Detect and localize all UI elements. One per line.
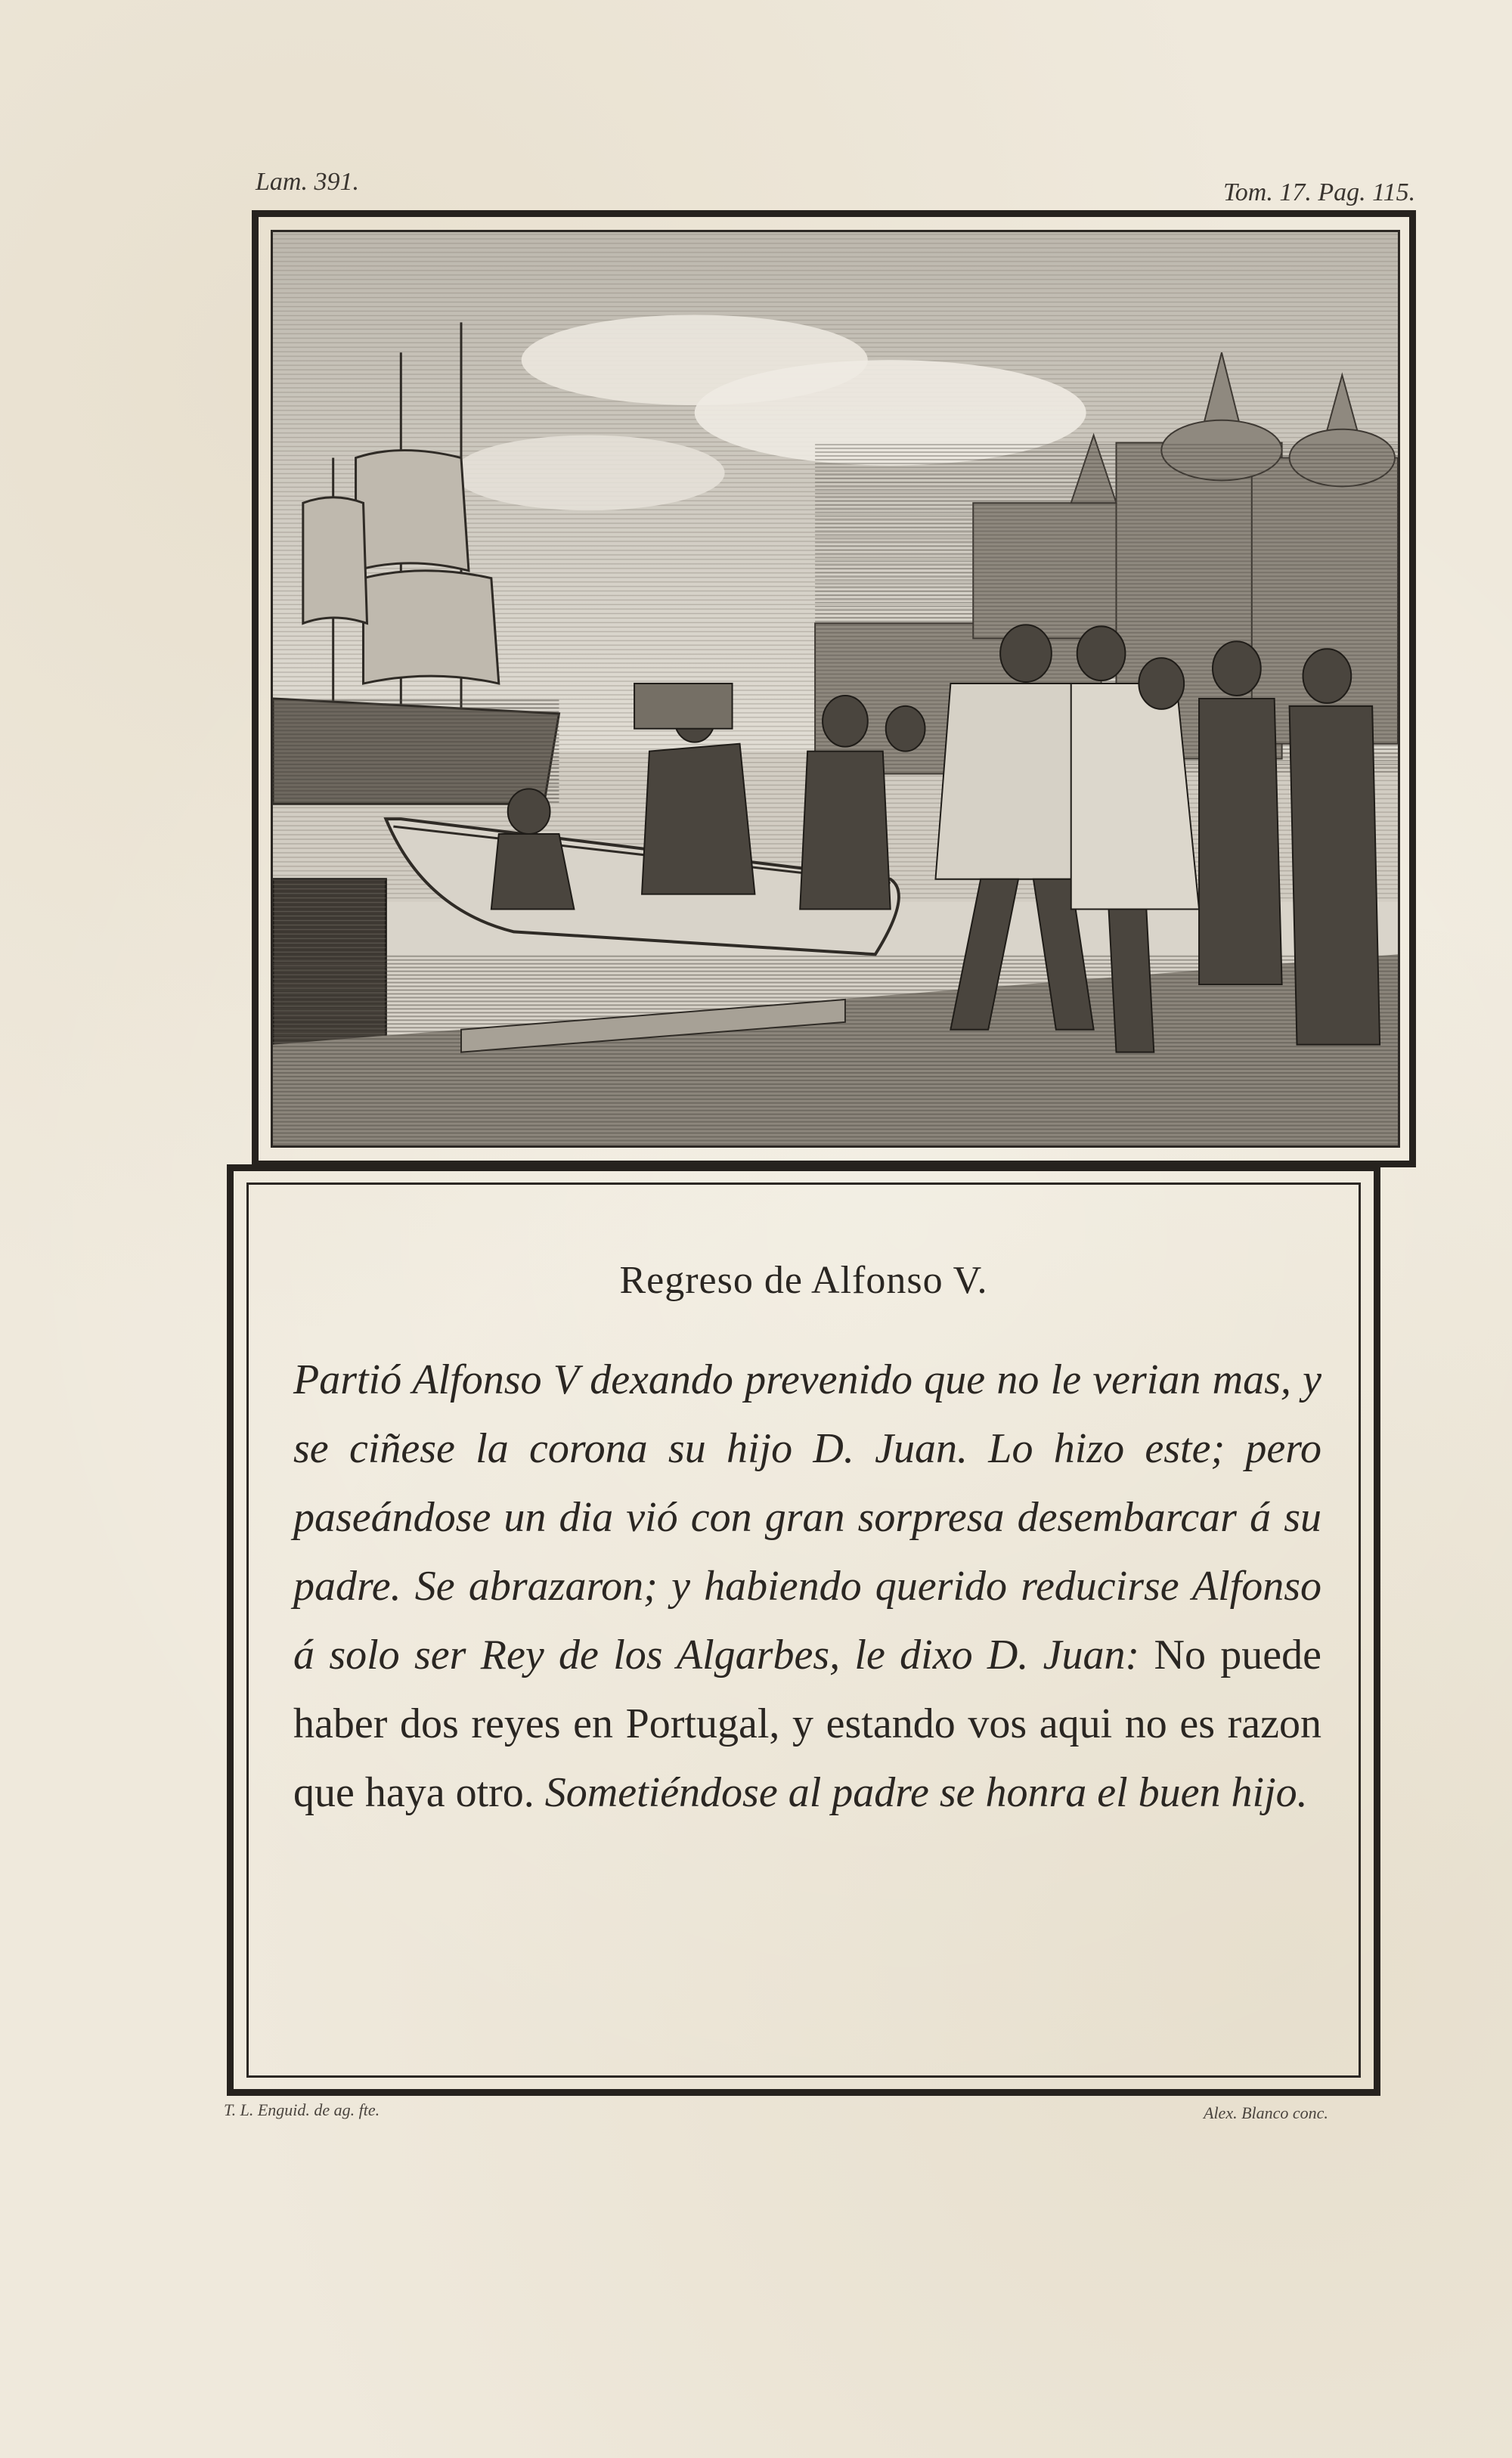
volume-page-reference: Tom. 17. Pag. 115.: [1223, 178, 1416, 206]
harbor-scene-engraving: [273, 232, 1398, 1145]
caption-body-italic-part-2: Sometiéndose al padre se honra el buen hijo.: [534, 1769, 1308, 1816]
corrector-credit: Alex. Blanco conc.: [1204, 2103, 1328, 2122]
caption-title: Regreso de Alfonso V.: [619, 1259, 988, 1302]
engraver-credit: T. L. Enguid. de ag. fte.: [224, 2100, 380, 2119]
caption-body-quote: No puede haber dos reyes en Portugal, y estando vos aqui no es razon que haya otro.: [293, 1632, 1321, 1816]
caption-body-italic-part-1: Partió Alfonso V dexando prevenido que no le verian mas, y se ciñese la corona su hijo D. Juan. Lo hizo este; pero paseándose un dia vió con gran sorpresa desembarcar á su padre. Se abrazaron; y habiendo querido reducirse Alfonso á solo ser Rey de los Algarbes, le dixo D. Juan:: [293, 1356, 1321, 1678]
caption-body: [293, 1346, 1321, 1827]
engraving-illustration: [271, 230, 1400, 1148]
plate-number: Lam. 391.: [256, 168, 359, 196]
